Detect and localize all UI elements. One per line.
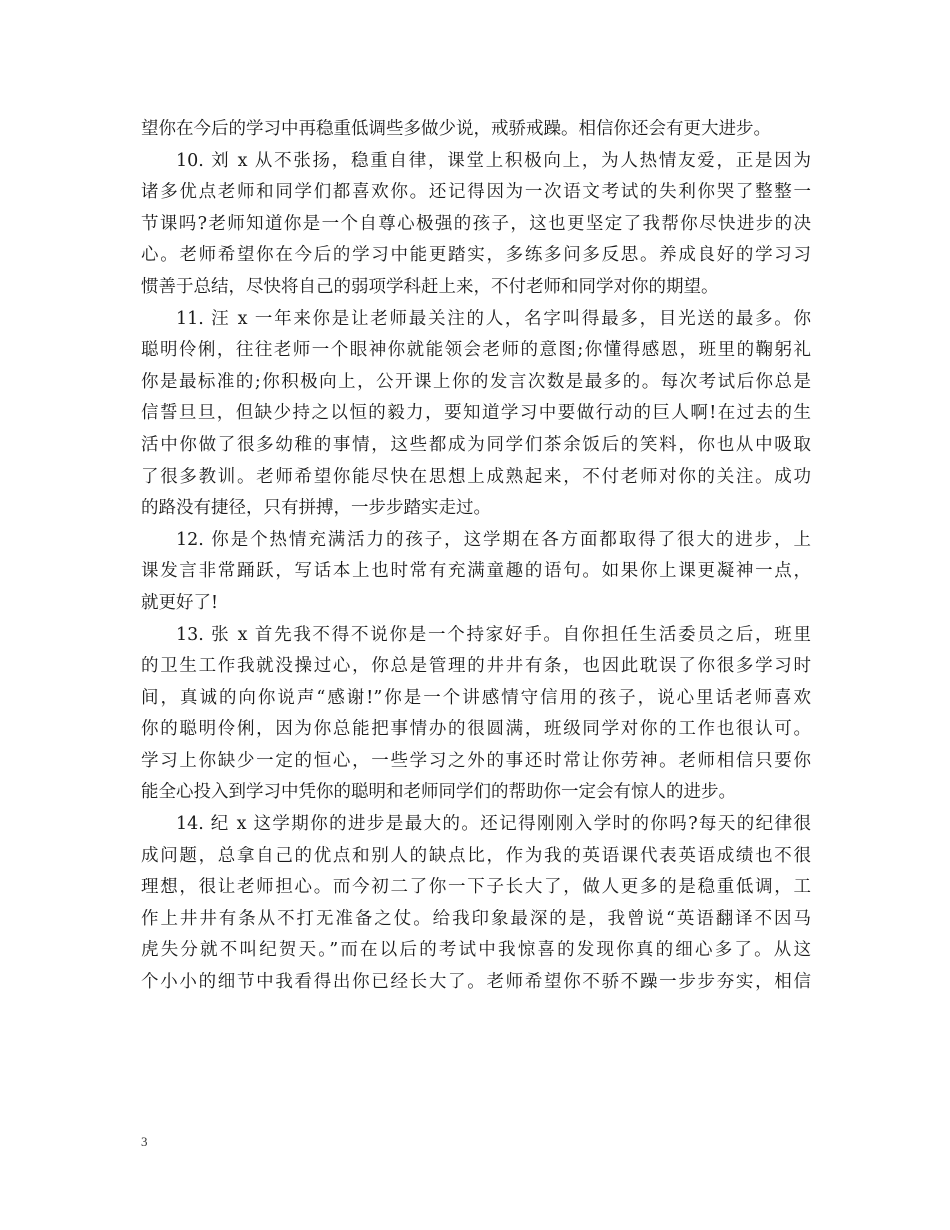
text-line: 理想，很让老师担心。而今初二了你一下子长大了，做人更多的是稳重低调，工 [141,877,811,898]
text-line: 11. 汪 x 一年来你是让老师最关注的人，名字叫得最多，目光送的最多。你 [176,308,811,329]
text-line: 了很多教训。老师希望你能尽快在思想上成熟起来，不付老师对你的关注。成功 [141,466,811,487]
paragraph-11 [141,304,811,525]
text-line: 10. 刘 x 从不张扬，稳重自律，课堂上积极向上，为人热情友爱，正是因为 [176,150,811,171]
page-number: 3 [141,1134,148,1149]
text-line: 的卫生工作我就没操过心，你总是管理的井井有条，也因此耽误了你很多学习时 [141,656,811,677]
text-line: 13. 张 x 首先我不得不说你是一个持家好手。自你担任生活委员之后，班里 [176,624,811,645]
text-line: 作上井井有条从不打无准备之仗。给我印象最深的是，我曾说“英语翻译不因马 [141,908,811,929]
paragraph-14 [141,809,811,999]
document-body [141,114,811,999]
text-line: 心。老师希望你在今后的学习中能更踏实，多练多问多反思。养成良好的学习习 [141,245,811,266]
text-line: 成问题，总拿自己的优点和别人的缺点比，作为我的英语课代表英语成绩也不很 [141,845,811,866]
paragraph-12 [141,525,811,620]
text-line: 14. 纪 x 这学期你的进步是最大的。还记得刚刚入学时的你吗?每天的纪律很 [176,814,811,835]
text-line: 诸多优点老师和同学们都喜欢你。还记得因为一次语文考试的失利你哭了整整一 [141,182,811,203]
text-line: 望你在今后的学习中再稳重低调些多做少说，戒骄戒躁。相信你还会有更大进步。 [141,119,771,139]
paragraph-continued [141,114,811,146]
text-line: 活中你做了很多幼稚的事情，这些都成为同学们茶余饭后的笑料，你也从中吸取 [141,434,811,455]
text-line: 学习上你缺少一定的恒心，一些学习之外的事还时常让你劳神。老师相信只要你 [141,750,811,771]
text-line: 你是最标准的;你积极向上，公开课上你的发言次数是最多的。每次考试后你总是 [141,371,811,392]
text-line: 课发言非常踊跃，写话本上也时常有充满童趣的语句。如果你上课更凝神一点， [141,561,811,582]
paragraph-10 [141,146,811,304]
text-line: 个小小的细节中我看得出你已经长大了。老师希望你不骄不躁一步步夯实，相信 [141,972,811,993]
text-line: 惯善于总结，尽快将自己的弱项学科赶上来，不付老师和同学对你的期望。 [141,276,719,297]
text-line: 间，真诚的向你说声“感谢!”你是一个讲感情守信用的孩子，说心里话老师喜欢 [141,687,811,708]
text-line: 你的聪明伶俐，因为你总能把事情办的很圆满，班级同学对你的工作也很认可。 [141,719,811,740]
text-line: 的路没有捷径，只有拼搏，一步步踏实走过。 [141,498,491,519]
paragraph-13 [141,620,811,810]
text-line: 信誓旦旦，但缺少持之以恒的毅力，要知道学习中要做行动的巨人啊!在过去的生 [141,403,811,424]
text-line: 12. 你是个热情充满活力的孩子，这学期在各方面都取得了很大的进步，上 [176,529,811,550]
text-line: 节课吗?老师知道你是一个自尊心极强的孩子，这也更坚定了我帮你尽快进步的决 [141,213,811,234]
text-line: 聪明伶俐，往往老师一个眼神你就能领会老师的意图;你懂得感恩，班里的鞠躬礼 [141,340,811,361]
text-line: 虎失分就不叫纪贺天。”而在以后的考试中我惊喜的发现你真的细心多了。从这 [141,940,811,961]
text-line: 能全心投入到学习中凭你的聪明和老师同学们的帮助你一定会有惊人的进步。 [141,782,736,803]
text-line: 就更好了! [141,592,219,613]
